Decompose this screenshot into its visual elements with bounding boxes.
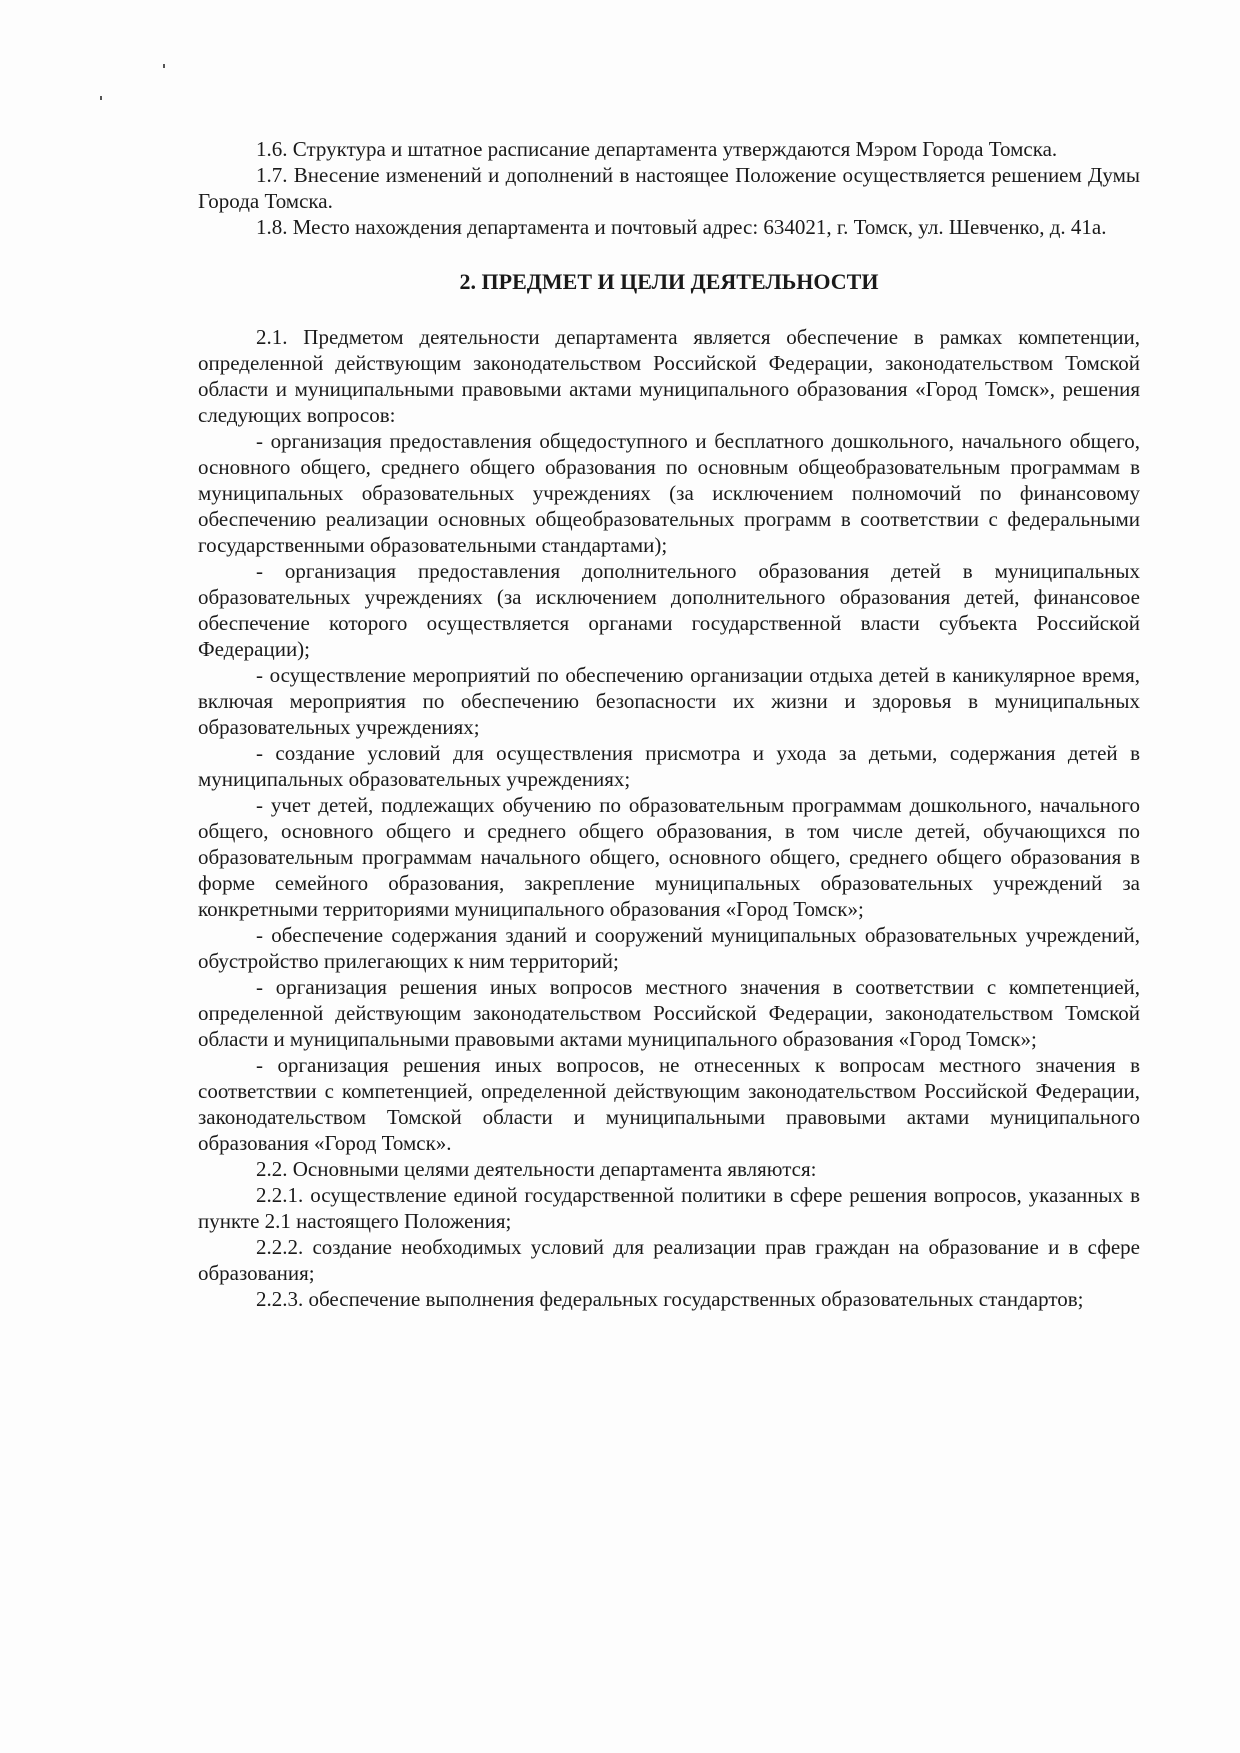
list-item: - организация предоставления общедоступного и бесплатного дошкольного, начального общего, основного общего, среднего общего образования по основным общеобразовательным программам в муниципальных образовательных учреждениях (за исключением полномочий по финансовому обеспечению реализации основных общеобразовательных программ в соответствии с федеральными государственными образовательными стандартами);	[198, 429, 1140, 557]
scan-speck	[100, 96, 102, 100]
list-item: - организация решения иных вопросов местного значения в соответствии с компетенцией, определенной действующим законодательством Российской Федерации, законодательством Томской области и муниципальными правовыми актами муниципального образования «Город Томск»;	[198, 975, 1140, 1051]
section-heading: 2. ПРЕДМЕТ И ЦЕЛИ ДЕЯТЕЛЬНОСТИ	[459, 269, 879, 294]
paragraph-2-2-3: 2.2.3. обеспечение выполнения федеральных государственных образовательных стандартов;	[256, 1287, 1084, 1311]
list-item: - учет детей, подлежащих обучению по образовательным программам дошкольного, начального общего, основного общего и среднего общего образования, в том числе детей, обучающихся по образовательным программам начального общего, основного общего, среднего общего образования в форме семейного образования, закрепление муниципальных образовательных учреждений за конкретными территориями муниципального образования «Город Томск»;	[198, 793, 1140, 921]
list-item: - организация предоставления дополнительного образования детей в муниципальных образовательных учреждениях (за исключением дополнительного образования детей, финансовое обеспечение которого осуществляется органами государственной власти субъекта Российской Федерации);	[198, 559, 1140, 661]
paragraph-2-1: 2.1. Предметом деятельности департамента является обеспечение в рамках компетенции, определенной действующим законодательством Российской Федерации, законодательством Томской области и муниципальными правовыми актами муниципального образования «Город Томск», решения следующих вопросов:	[198, 325, 1140, 427]
paragraph-2-2-2: 2.2.2. создание необходимых условий для реализации прав граждан на образование и в сфере образования;	[198, 1235, 1140, 1285]
list-item: - создание условий для осуществления присмотра и ухода за детьми, содержания детей в муниципальных образовательных учреждениях;	[198, 741, 1140, 791]
paragraph-1-8: 1.8. Место нахождения департамента и почтовый адрес: 634021, г. Томск, ул. Шевченко, д. 41а.	[256, 215, 1107, 239]
list-item: - обеспечение содержания зданий и сооружений муниципальных образовательных учреждений, обустройство прилегающих к ним территорий;	[198, 923, 1140, 973]
paragraph-2-2-1: 2.2.1. осуществление единой государственной политики в сфере решения вопросов, указанных в пункте 2.1 настоящего Положения;	[198, 1183, 1140, 1233]
scan-speck	[163, 64, 165, 68]
list-item: - организация решения иных вопросов, не отнесенных к вопросам местного значения в соответствии с компетенцией, определенной действующим законодательством Российской Федерации, законодательством Томской области и муниципальными правовыми актами муниципального образования «Город Томск».	[198, 1053, 1140, 1155]
paragraph-2-2: 2.2. Основными целями деятельности департамента являются:	[256, 1157, 817, 1181]
document-body	[198, 136, 1140, 1312]
paragraph-1-7: 1.7. Внесение изменений и дополнений в настоящее Положение осуществляется решением Думы Города Томска.	[198, 163, 1140, 213]
list-item: - осуществление мероприятий по обеспечению организации отдыха детей в каникулярное время, включая мероприятия по обеспечению безопасности их жизни и здоровья в муниципальных образовательных учреждениях;	[198, 663, 1140, 739]
paragraph-1-6: 1.6. Структура и штатное расписание департамента утверждаются Мэром Города Томска.	[256, 137, 1058, 161]
